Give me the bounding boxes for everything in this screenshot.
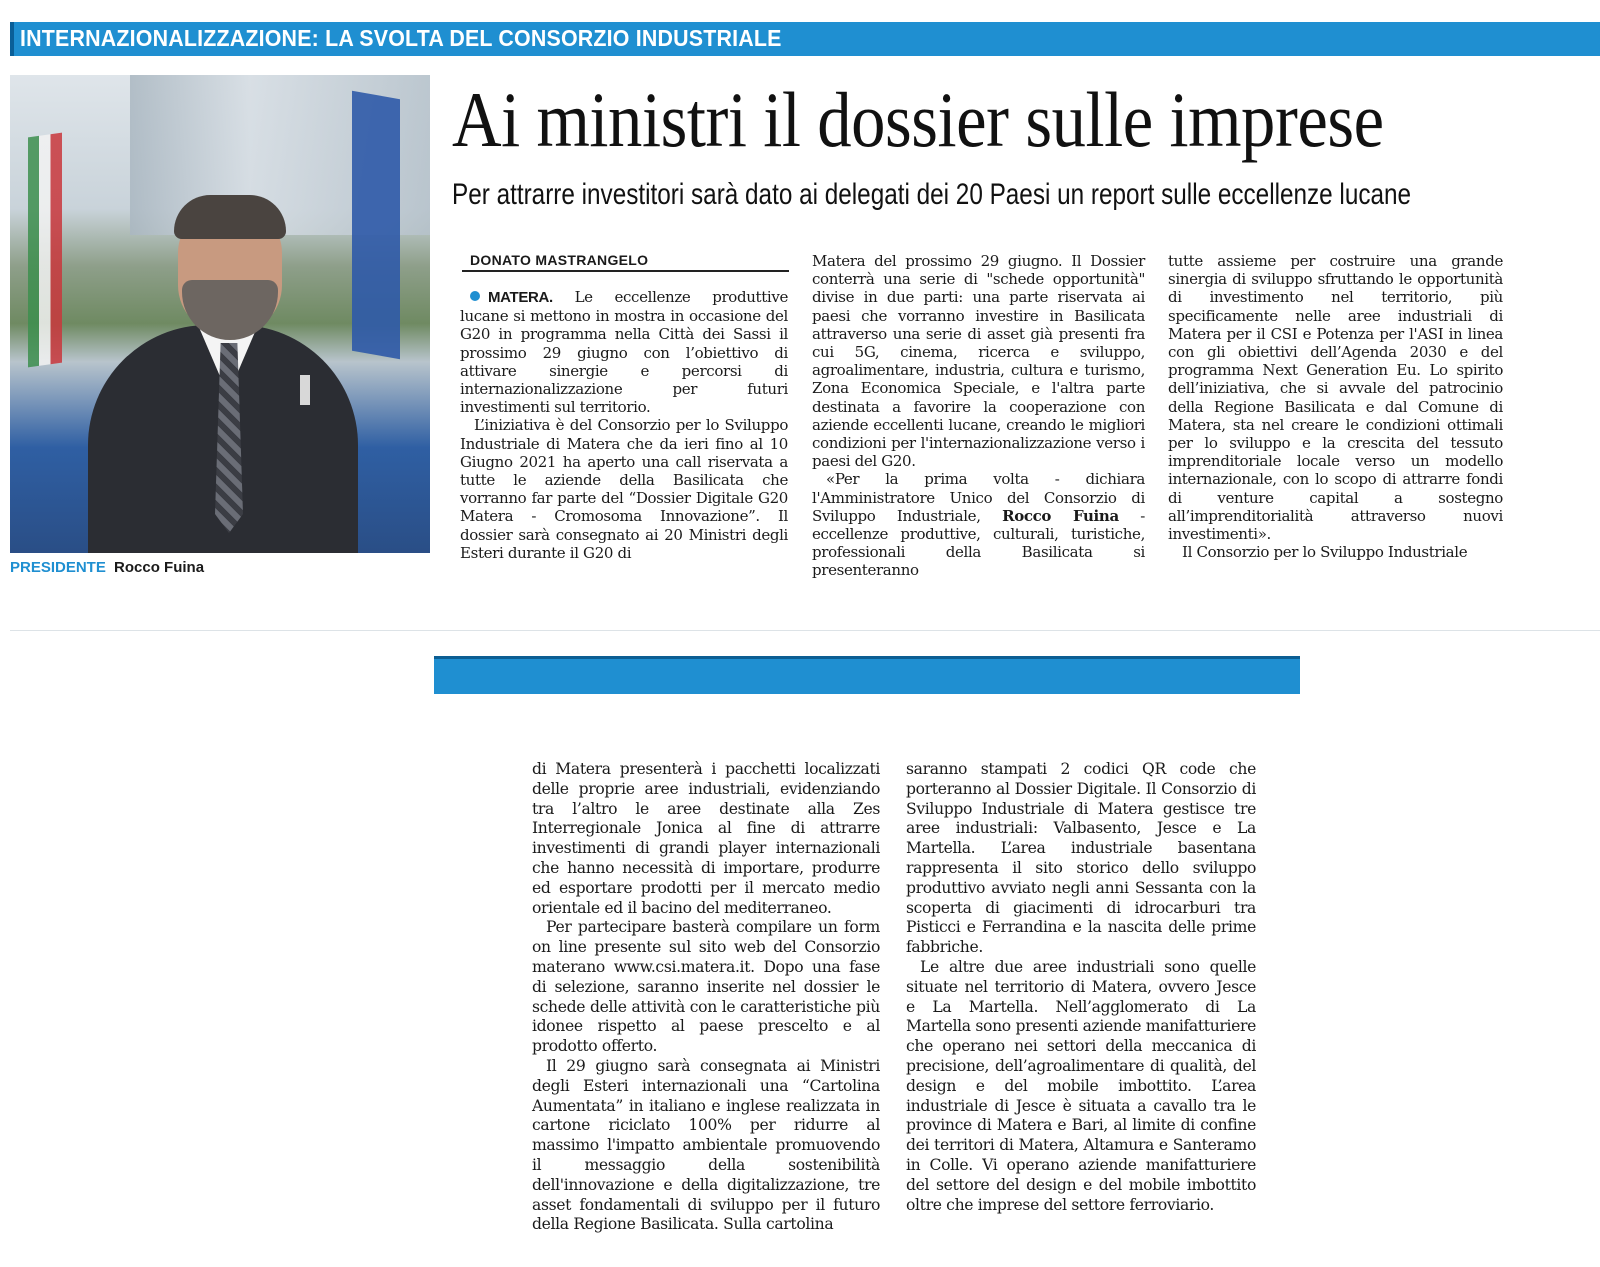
section-divider-bar xyxy=(434,656,1300,694)
kicker-edge xyxy=(10,22,14,56)
person-hair xyxy=(174,195,286,239)
italian-flag xyxy=(28,133,62,368)
eu-flag xyxy=(352,91,400,359)
article-column-3 xyxy=(1168,252,1503,561)
president-photo xyxy=(10,75,430,553)
quote-text: «Per la prima volta - dichiara l'Amministratore Unico del Consorzio di Sviluppo Industriale, xyxy=(812,470,1145,525)
paragraph: saranno stampati 2 codici QR code che porteranno al Dossier Digitale. Il Consorzio di Sviluppo Industriale di Matera gestisce tre aree industriali: Valbasento, Jesce e La Martella. L’area industriale basentana rappresenta il sito storico dello sviluppo produttivo avviato negli anni Sessanta con la scoperta di giacimenti di idrocarburi tra Pisticci e Ferrandina e la nascita delle prime fabbriche. xyxy=(906,760,1256,957)
paragraph xyxy=(812,470,1145,579)
bullet-dot-icon xyxy=(470,291,480,301)
photo-caption xyxy=(10,559,204,576)
paragraph: tutte assieme per costruire una grande sinergia di sviluppo sfruttando le opportunità di investimento nel territorio, più specificamente nelle aree industriali di Matera per il CSI e Potenza per l'ASI in linea con gli obiettivi dell’Agenda 2030 e del programma Next Generation Eu. Lo spirito dell’iniziativa, che si avvale del patrocinio della Regione Basilicata e dal Comune di Matera, sta nel creare le condizioni ottimali per lo sviluppo e la crescita del tessuto imprenditoriale locale verso un modello internazionale, con lo scopo di attrarre fondi di venture capital a sostegno all’imprenditorialità attraverso nuovi investimenti». xyxy=(1168,252,1503,544)
paragraph-text: Le eccellenze produttive lucane si mettono in mostra in occasione del G20 in programma nella Città dei Sassi il prossimo 29 giugno con l’obiettivo di attivare sinergie e percorsi di internazionalizzazione per futuri investimenti sul territorio. xyxy=(460,288,789,417)
page-fold-line xyxy=(10,630,1600,631)
subheadline: Per attrarre investitori sarà dato ai delegati dei 20 Paesi un report sulle eccellenze lucane xyxy=(452,178,1412,211)
paragraph: Le altre due aree industriali sono quelle situate nel territorio di Matera, ovvero Jesce e La Martella. Nell’agglomerato di La Martella sono presenti aziende manifatturiere che operano nei settori della meccanica di precisione, dell’agroalimentare di qualità, del design e del mobile imbottito. L’area industriale di Jesce è situata a cavallo tra le province di Matera e Bari, al limite di confine dei territori di Matera, Altamura e Santeramo in Colle. Vi operano aziende manifatturiere del settore del design e del mobile imbottito oltre che imprese del settore ferroviario. xyxy=(906,957,1256,1214)
quoted-person: Rocco Fuina xyxy=(1002,506,1119,525)
pocket-pen xyxy=(300,375,310,405)
article-column-1 xyxy=(460,288,788,562)
quote-text: - eccellenze produttive, culturali, turistiche, professionali della Basilicata si presenteranno xyxy=(812,506,1146,580)
dateline: MATERA. xyxy=(488,289,553,306)
caption-name: Rocco Fuina xyxy=(114,559,205,576)
paragraph: Il Consorzio per lo Sviluppo Industriale xyxy=(1182,543,1468,562)
divider-top-stripe xyxy=(434,656,1300,659)
byline-rule xyxy=(462,270,789,272)
paragraph xyxy=(460,288,788,416)
caption-label: PRESIDENTE xyxy=(10,559,106,576)
article-column-4 xyxy=(532,760,880,1235)
byline: DONATO MASTRANGELO xyxy=(470,252,649,268)
article-column-2 xyxy=(812,252,1145,580)
headline: Ai ministri il dossier sulle imprese xyxy=(452,76,1384,163)
kicker-text: INTERNAZIONALIZZAZIONE: LA SVOLTA DEL CONSORZIO INDUSTRIALE xyxy=(20,25,782,51)
paragraph: Il 29 giugno sarà consegnata ai Ministri degli Esteri internazionali una “Cartolina Aumentata” in italiano e inglese realizzata in cartone riciclato 100% per ridurre al massimo l'impatto ambientale promuovendo il messaggio della sostenibilità dell'innovazione e della digitalizzazione, tre asset fondamentali di sviluppo per il futuro della Regione Basilicata. Sulla cartolina xyxy=(532,1056,880,1234)
paragraph: Matera del prossimo 29 giugno. Il Dossier conterrà una serie di "schede opportunità" divise in due parti: una parte riservata ai paesi che vorranno investire in Basilicata attraverso una serie di asset già presenti fra cui 5G, cinema, ricerca e sviluppo, agroalimentare, industria, cultura e turismo, Zona Economica Speciale, e l'altra parte destinata a favorire la cooperazione con aziende eccellenti lucane, creando le migliori condizioni per l'internazionalizzazione verso i paesi del G20. xyxy=(812,252,1145,471)
paragraph: L’iniziativa è del Consorzio per lo Sviluppo Industriale di Matera che da ieri fino al 10 Giugno 2021 ha aperto una call riservata a tutte le aziende della Basilicata che vorranno far parte del “Dossier Digitale G20 Matera - Cromosoma Innovazione”. Il dossier sarà consegnato ai 20 Ministri degli Esteri durante il G20 di xyxy=(460,416,788,562)
paragraph: Per partecipare basterà compilare un form on line presente sul sito web del Consorzio materano www.csi.matera.it. Dopo una fase di selezione, saranno inserite nel dossier le schede delle attività con le caratteristiche più idonee rispetto al paese prescelto e al prodotto offerto. xyxy=(532,918,880,1056)
kicker-bar xyxy=(10,22,1600,56)
paragraph: di Matera presenterà i pacchetti localizzati delle proprie aree industriali, evidenziando tra l’altro le aree destinate alla Zes Interregionale Jonica al fine di attrarre investimenti di grandi player internazionali che hanno necessità di importare, produrre ed esportare prodotti per il mercato medio orientale ed il bacino del mediterraneo. xyxy=(532,760,880,917)
article-column-5 xyxy=(906,760,1256,1215)
